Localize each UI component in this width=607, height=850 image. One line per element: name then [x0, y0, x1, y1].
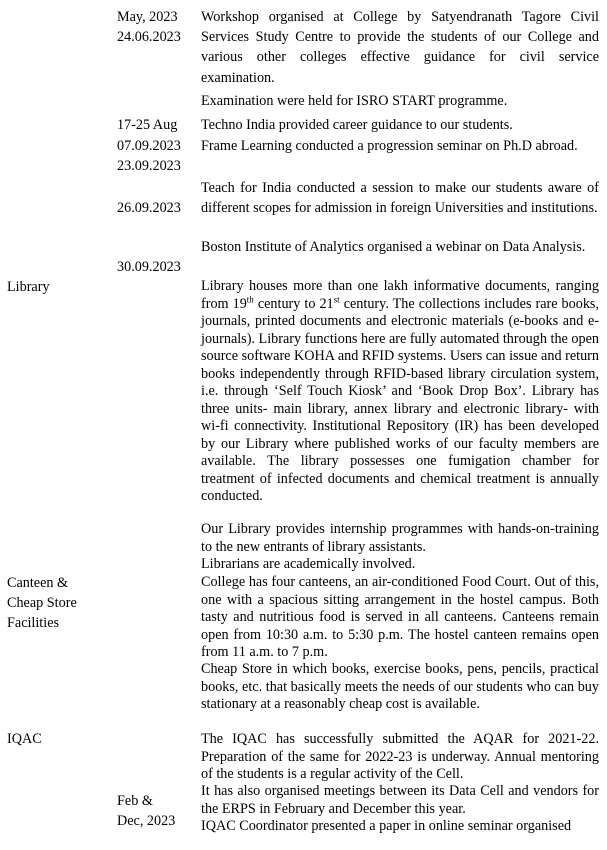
event-workshop: Workshop organised at College by Satyendranath Tagore Civil Services Study Centre to provide the students of our College and various other colleges effective guidance for civil service examination.	[201, 9, 599, 86]
event-frame: Frame Learning conducted a progression seminar on Ph.D abroad.	[201, 138, 578, 154]
iqac-paper: IQAC Coordinator presented a paper in online seminar organised	[201, 818, 572, 834]
library-librarians: Librarians are academically involved.	[201, 556, 416, 572]
library-description: Library houses more than one lakh informative documents, ranging from 19th century to 21st century. The collections includes rare books, journals, printed documents and electronic materials (e-books and e-journals). Library functions here are fully automated through the open source software KOHA and RFID systems. Users can issue and return books independently through RFID-based library circulation system, i.e. through ‘Self Touch Kiosk’ and ‘Book Drop Box’. Library has three units- main library, annex library and electronic library- with wi-fi connectivity. Institutional Repository (IR) has been developed by our Library where published works of our faculty members are available. The library possesses one fumigation chamber for treatment of infected documents and chemical treatment is annually conducted.	[201, 278, 599, 504]
event-boston: Boston Institute of Analytics organised a webinar on Data Analysis.	[201, 239, 586, 255]
iqac-aqar: The IQAC has successfully submitted the AQAR for 2021-22. Preparation of the same for 2022-23 is underway. Annual mentoring of the students is a regular activity of the Cell.	[201, 731, 599, 782]
section-label-library: Library	[7, 279, 50, 295]
event-teach: Teach for India conducted a session to make our students aware of different scopes for admission in foreign Universities and institutions.	[201, 180, 599, 217]
event-date: 24.06.2023	[117, 29, 181, 45]
cheap-store-description: Cheap Store in which books, exercise books, pens, pencils, practical books, etc. that basically meets the needs of our students who can buy stationary at a reasonably cheap cost is available.	[201, 661, 599, 712]
event-date: May, 2023	[117, 9, 178, 25]
event-techno: Techno India provided career guidance to our students.	[201, 117, 513, 133]
event-date: 07.09.2023	[117, 138, 181, 154]
event-date: 26.09.2023	[117, 200, 181, 216]
event-date: 17-25 Aug	[117, 117, 178, 133]
iqac-date: Feb & Dec, 2023	[117, 793, 176, 830]
event-date: 30.09.2023	[117, 259, 181, 275]
library-internship: Our Library provides internship programmes with hands-on-training to the new entrants of library assistants.	[201, 521, 599, 555]
event-date: 23.09.2023	[117, 158, 181, 174]
event-isro: Examination were held for ISRO START programme.	[201, 93, 508, 109]
section-label-iqac: IQAC	[7, 731, 42, 747]
section-label-canteen: Canteen & Cheap Store Facilities	[7, 575, 77, 632]
iqac-meetings: It has also organised meetings between its Data Cell and vendors for the ERPS in February and December this year.	[201, 783, 599, 817]
canteen-description: College has four canteens, an air-conditioned Food Court. Out of this, one with a spacious sitting arrangement in the hostel campus. Both tasty and nutritious food is served in all canteens. Canteens remain open from 10:30 a.m. to 5:30 p.m. The hostel canteen remains open from 11 a.m. to 7 p.m.	[201, 574, 599, 660]
